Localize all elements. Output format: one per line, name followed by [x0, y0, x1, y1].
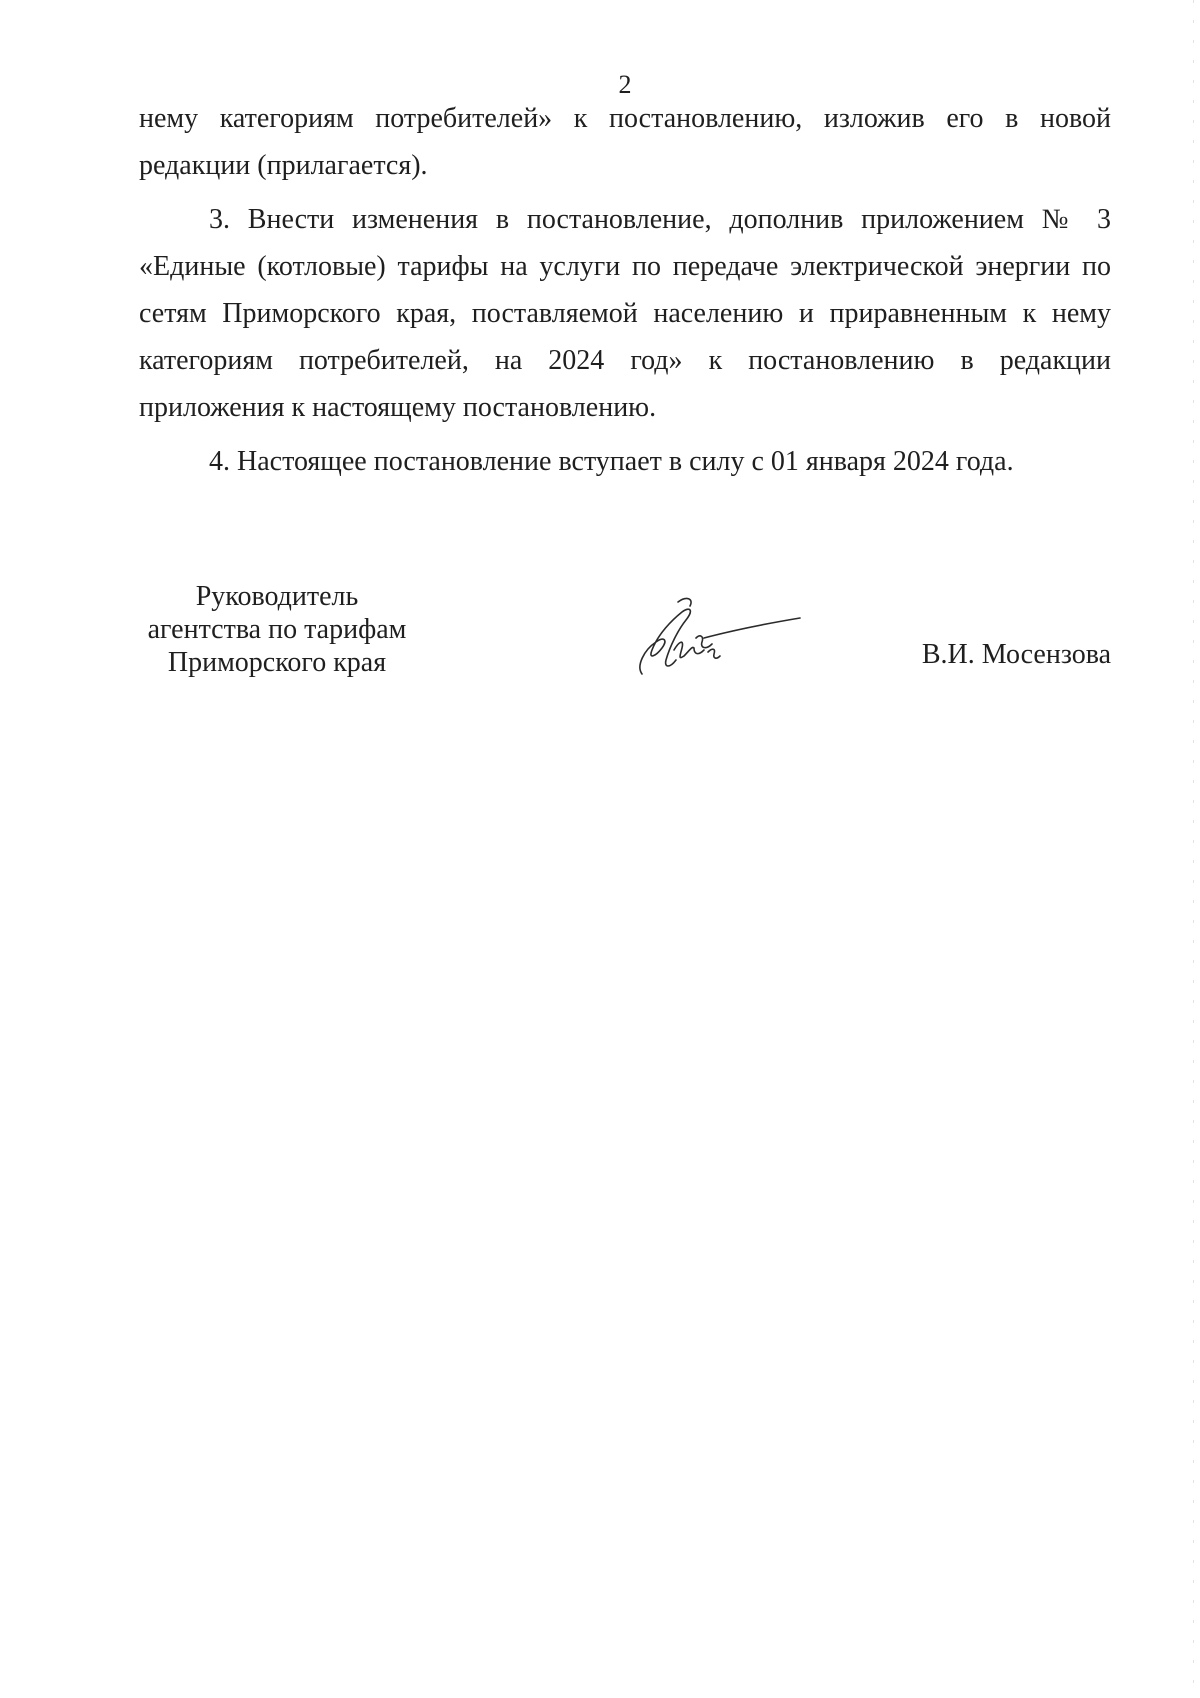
page-number: 2	[618, 70, 632, 99]
handwritten-signature	[634, 590, 804, 680]
position-line-1: Руководитель	[195, 581, 359, 612]
paragraph-item-4: 4. Настоящее постановление вступает в силу с 01 января 2024 года.	[209, 446, 1014, 477]
paragraph-continuation: нему категориям потребителей» к постановлению, изложив его в новой редакции (прилагается).	[139, 103, 1111, 181]
signatory-name: В.И. Мосензова	[921, 639, 1111, 670]
signatory-position	[132, 580, 422, 679]
paragraph-item-3: 3. Внести изменения в постановление, дополнив приложением № 3 «Единые (котловые) тарифы на услуги по передаче электрической энергии по сетям Приморского края, поставляемой населению и приравненным к нему категориям потребителей, на 2024 год» к постановлению в редакции приложения к настоящему постановлению.	[139, 204, 1111, 423]
scan-edge-artifact	[1193, 0, 1194, 1698]
position-line-3: Приморского края	[167, 647, 387, 678]
document-body	[139, 95, 1111, 485]
position-line-2: агентства по тарифам	[147, 614, 407, 645]
